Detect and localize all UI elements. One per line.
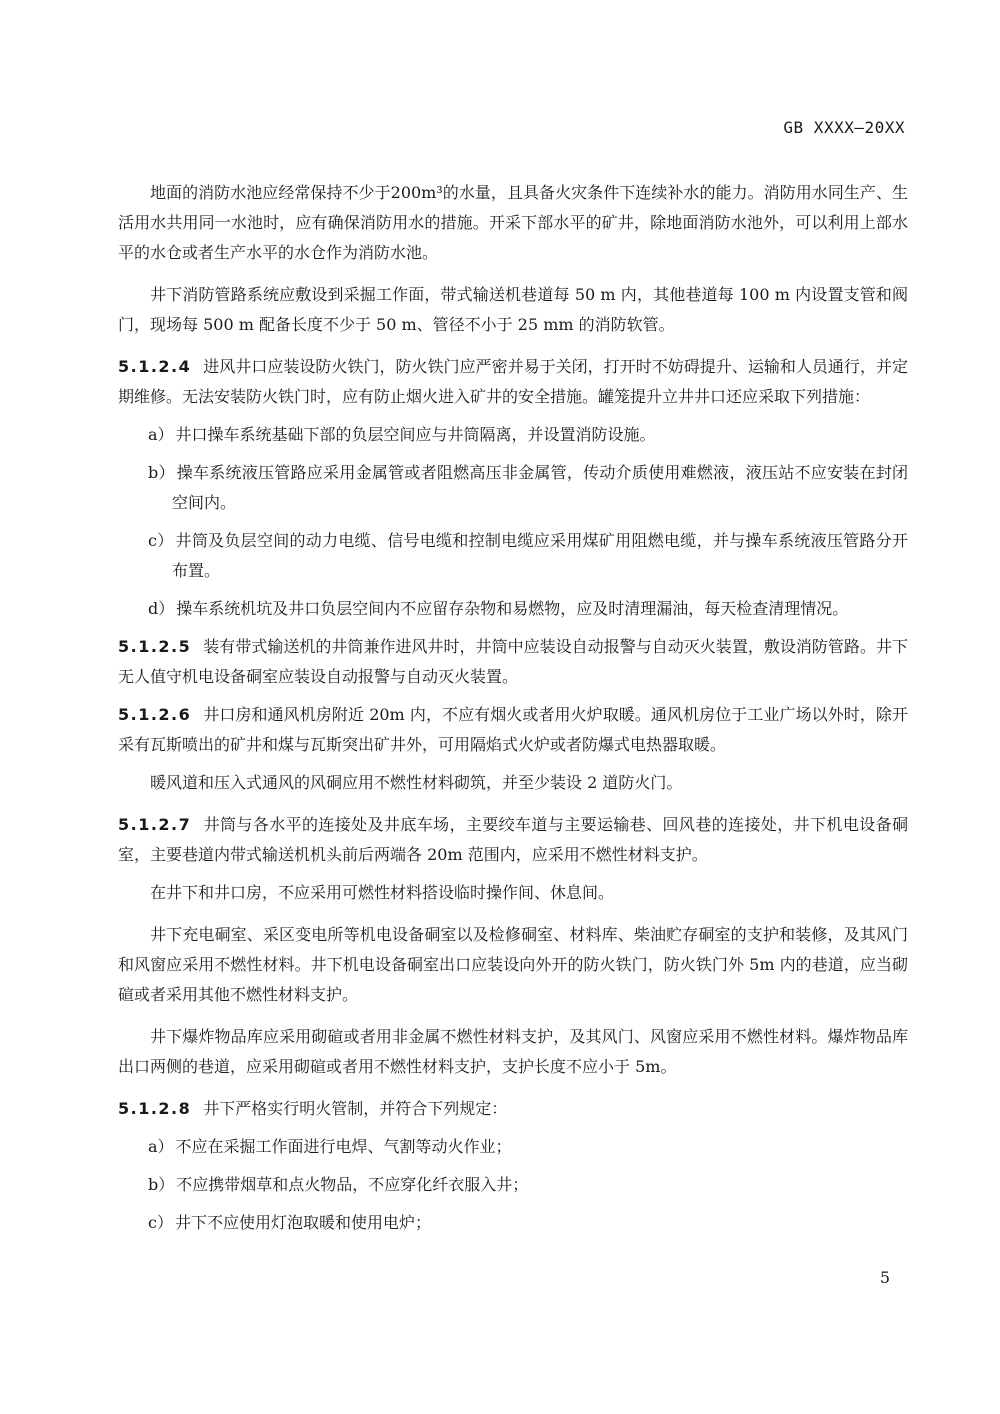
- paragraph-text: 井下充电硐室、采区变电所等机电设备硐室以及检修硐室、材料库、柴油贮存硐室的支护和装修，及其风门和风窗应采用不燃性材料。井下机电设备硐室出口应装设向外开的防火铁门，防火铁门外 5m 内的巷道，应当砌碹或者采用其他不燃性材料支护。: [118, 925, 908, 1004]
- page-number: 5: [879, 1268, 890, 1287]
- clause: [118, 700, 908, 760]
- list-item-marker: b）: [148, 463, 175, 482]
- document-body: [118, 178, 908, 1246]
- clause-number: 5.1.2.4: [118, 357, 192, 376]
- list-item-marker: c）: [148, 1213, 173, 1232]
- list-item-marker: a）: [148, 425, 174, 444]
- list-item-text: 不应携带烟草和点火物品，不应穿化纤衣服入井；: [176, 1175, 529, 1194]
- clause-number: 5.1.2.8: [118, 1099, 192, 1118]
- clause-number: 5.1.2.7: [118, 815, 192, 834]
- list-item: [118, 1208, 908, 1238]
- paragraph: [118, 920, 908, 1010]
- paragraph: [118, 878, 908, 908]
- clause-text: 井口房和通风机房附近 20m 内，不应有烟火或者用火炉取暖。通风机房位于工业广场以外时，除开采有瓦斯喷出的矿井和煤与瓦斯突出矿井外，可用隔焰式火炉或者防爆式电热器取暖。: [118, 705, 908, 754]
- list-item: [118, 458, 908, 518]
- list-item: [118, 526, 908, 586]
- paragraph-text: 井下消防管路系统应敷设到采掘工作面，带式输送机巷道每 50 m 内，其他巷道每 100 m 内设置支管和阀门，现场每 500 m 配备长度不少于 50 m、管径不小于 25 mm 的消防软管。: [118, 285, 908, 334]
- clause: [118, 632, 908, 692]
- list-item: [118, 1170, 908, 1200]
- list-item-text: 井口操车系统基础下部的负层空间应与井筒隔离，并设置消防设施。: [175, 425, 656, 444]
- paragraph: [118, 1022, 908, 1082]
- clause-text: 装有带式输送机的井筒兼作进风井时，井筒中应装设自动报警与自动灭火装置，敷设消防管路。井下无人值守机电设备硐室应装设自动报警与自动灭火装置。: [118, 637, 908, 686]
- clause-text: 进风井口应装设防火铁门，防火铁门应严密并易于关闭，打开时不妨碍提升、运输和人员通行，并定期维修。无法安装防火铁门时，应有防止烟火进入矿井的安全措施。罐笼提升立井井口还应采取下列措施：: [118, 357, 908, 406]
- paragraph-text: 地面的消防水池应经常保持不少于200m³的水量，且具备火灾条件下连续补水的能力。消防用水同生产、生活用水共用同一水池时，应有确保消防用水的措施。开采下部水平的矿井，除地面消防水池外，可以利用上部水平的水仓或者生产水平的水仓作为消防水池。: [118, 183, 908, 262]
- list-item: [118, 594, 908, 624]
- clause-number: 5.1.2.5: [118, 637, 192, 656]
- list-item-text: 不应在采掘工作面进行电焊、气割等动火作业；: [175, 1137, 512, 1156]
- paragraph: [118, 280, 908, 340]
- paragraph-text: 井下爆炸物品库应采用砌碹或者用非金属不燃性材料支护，及其风门、风窗应采用不燃性材料。爆炸物品库出口两侧的巷道，应采用砌碹或者用不燃性材料支护，支护长度不应小于 5m。: [118, 1027, 908, 1076]
- clause-number: 5.1.2.6: [118, 705, 192, 724]
- list-item-marker: c）: [148, 531, 174, 550]
- list-item-text: 井下不应使用灯泡取暖和使用电炉；: [174, 1213, 431, 1232]
- paragraph: [118, 768, 908, 798]
- list-item-text: 操车系统液压管路应采用金属管或者阻燃高压非金属管，传动介质使用难燃液，液压站不应安装在封闭空间内。: [172, 463, 908, 512]
- list-item-text: 操车系统机坑及井口负层空间内不应留存杂物和易燃物，应及时清理漏油，每天检查清理情况。: [176, 599, 849, 618]
- paragraph-text: 暖风道和压入式通风的风硐应用不燃性材料砌筑，并至少装设 2 道防火门。: [150, 773, 683, 792]
- clause-text: 井筒与各水平的连接处及井底车场，主要绞车道与主要运输巷、回风巷的连接处，井下机电设备硐室，主要巷道内带式输送机机头前后两端各 20m 范围内，应采用不燃性材料支护。: [118, 815, 908, 864]
- clause: [118, 810, 908, 870]
- list-item-text: 井筒及负层空间的动力电缆、信号电缆和控制电缆应采用煤矿用阻燃电缆，并与操车系统液压管路分开布置。: [172, 531, 908, 580]
- list-item-marker: a）: [148, 1137, 174, 1156]
- paragraph-text: 在井下和井口房，不应采用可燃性材料搭设临时操作间、休息间。: [150, 883, 615, 902]
- clause: [118, 1094, 908, 1124]
- list-item: [118, 1132, 908, 1162]
- document-code-header: GB XXXX—20XX: [783, 118, 905, 137]
- paragraph: [118, 178, 908, 268]
- list-item: [118, 420, 908, 450]
- clause: [118, 352, 908, 412]
- list-item-marker: b）: [148, 1175, 175, 1194]
- clause-text: 井下严格实行明火管制，并符合下列规定：: [203, 1099, 508, 1118]
- list-item-marker: d）: [148, 599, 175, 618]
